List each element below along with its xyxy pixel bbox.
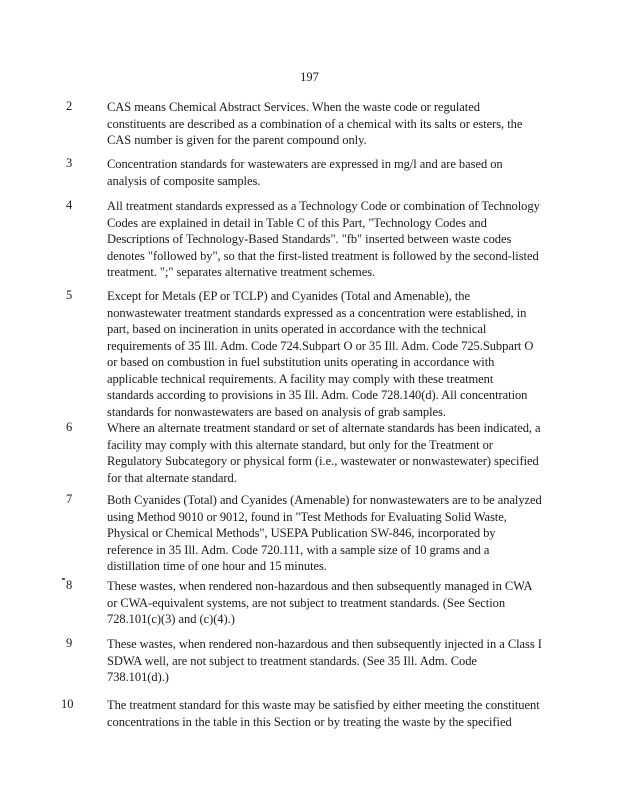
scan-mark (62, 578, 65, 580)
footnote-text (107, 156, 527, 189)
footnote-number: 7 (66, 492, 73, 506)
text-line: requirements of 35 Ill. Adm. Code 724.Subpart O or 35 Ill. Adm. Code 725.Subpart O (107, 338, 534, 353)
footnote-number: 9 (66, 636, 73, 650)
footnote-text (107, 198, 540, 281)
footnote-text (107, 697, 540, 730)
text-line: facility may comply with this alternate standard, but only for the Treatment or (107, 437, 493, 452)
text-line: part, based on incineration in units operated in accordance with the technical (107, 322, 487, 336)
text-line: nonwastewater treatment standards expressed as a concentration were established, in (107, 305, 527, 320)
footnote-text (107, 420, 541, 486)
text-line: denotes "followed by", so that the first-listed treatment is followed by the second-listed (107, 248, 539, 263)
footnote-number: 6 (66, 420, 73, 434)
footnote-text (107, 578, 533, 628)
text-line: The treatment standard for this waste may be satisfied by either meeting the constituent (107, 698, 540, 712)
text-line: All treatment standards expressed as a Technology Code or combination of Technology (107, 199, 540, 213)
page-number: 197 (300, 70, 319, 84)
text-line: or based on combustion in fuel substitution units operating in accordance with (107, 355, 495, 369)
text-line: CAS means Chemical Abstract Services. When the waste code or regulated (107, 100, 480, 114)
text-line: Descriptions of Technology-Based Standards". "fb" inserted between waste codes (107, 232, 512, 246)
text-line: These wastes, when rendered non-hazardous and then subsequently injected in a Class I (107, 637, 542, 651)
text-line: Concentration standards for wastewaters are expressed in mg/l and are based on (107, 157, 503, 171)
text-line: Both Cyanides (Total) and Cyanides (Amenable) for nonwastewaters are to be analyzed (107, 493, 542, 507)
text-line: using Method 9010 or 9012, found in "Test Methods for Evaluating Solid Waste, (107, 509, 507, 524)
footnote-number: 8 (66, 578, 73, 592)
text-line: or CWA-equivalent systems, are not subject to treatment standards. (See Section (107, 595, 506, 610)
text-line: reference in 35 Ill. Adm. Code 720.111, with a sample size of 10 grams and a (107, 542, 490, 557)
text-line: Regulatory Subcategory or physical form (i.e., wastewater or nonwastewater) specified (107, 454, 539, 468)
text-line: standards according to provisions in 35 Ill. Adm. Code 728.140(d). All concentration (107, 388, 528, 402)
text-line: CAS number is given for the parent compound only. (107, 133, 367, 147)
text-line: 738.101(d).) (107, 670, 169, 684)
text-line: SDWA well, are not subject to treatment standards. (See 35 Ill. Adm. Code (107, 653, 477, 668)
footnote-text (107, 288, 534, 420)
footnote-text (107, 99, 527, 149)
text-line: These wastes, when rendered non-hazardous and then subsequently managed in CWA (107, 579, 533, 593)
footnote-number: 10 (61, 697, 74, 711)
text-line: analysis of composite samples. (107, 173, 261, 188)
text-line: standards for nonwastewaters are based on analysis of grab samples. (107, 404, 446, 419)
footnote-number: 3 (66, 156, 73, 170)
text-line: Codes are explained in detail in Table C of this Part, "Technology Codes and (107, 215, 487, 230)
text-line: for that alternate standard. (107, 470, 237, 485)
text-line: distillation time of one hour and 15 minutes. (107, 559, 327, 573)
text-line: Physical or Chemical Methods", USEPA Publication SW-846, incorporated by (107, 526, 496, 540)
text-line: Except for Metals (EP or TCLP) and Cyanides (Total and Amenable), the (107, 289, 470, 303)
text-line: 728.101(c)(3) and (c)(4).) (107, 612, 235, 626)
text-line: treatment. ";" separates alternative treatment schemes. (107, 265, 376, 279)
text-line: applicable technical requirements. A facility may comply with these treatment (107, 371, 494, 386)
footnote-number: 5 (66, 288, 73, 302)
text-line: Where an alternate treatment standard or set of alternate standards has been indicated, a (107, 421, 541, 435)
footnote-text (107, 636, 542, 686)
footnote-number: 4 (66, 198, 73, 212)
footnote-text (107, 492, 542, 575)
text-line: concentrations in the table in this Section or by treating the waste by the specified (107, 714, 512, 729)
footnote-number: 2 (66, 99, 73, 113)
text-line: constituents are described as a combination of a chemical with its salts or esters, the (107, 116, 523, 131)
